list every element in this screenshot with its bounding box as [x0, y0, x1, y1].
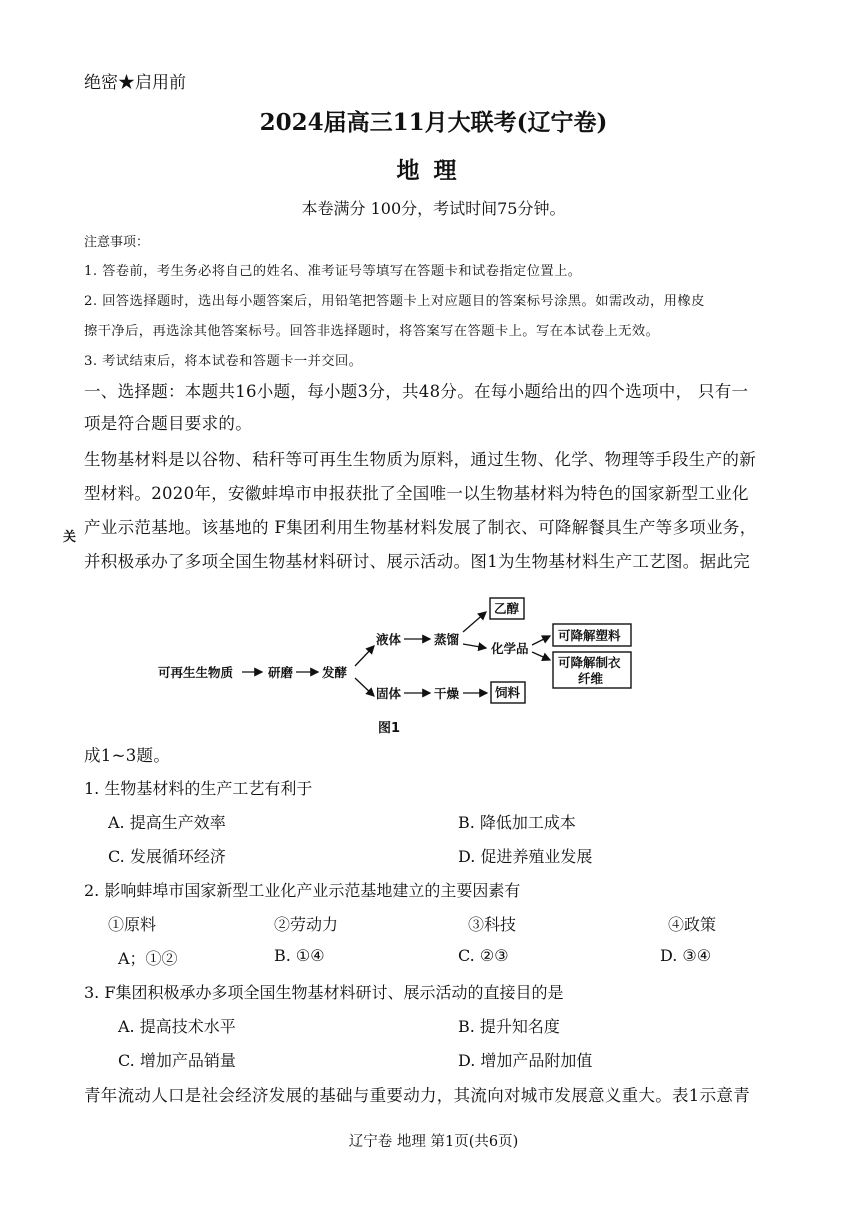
question-1-option-d: D. 促进养殖业发展 [458, 847, 593, 866]
arrow-chemical-plastic [532, 636, 550, 645]
secret-label: 绝密★启用前 [84, 73, 186, 93]
node-ethanol: 乙醇 [494, 601, 520, 616]
page-footer: 辽宁卷 地理 第1页(共6页) [348, 1134, 519, 1150]
subject-title: 地理 [396, 157, 471, 184]
arrow-ferment-solid [355, 678, 374, 696]
note-item: 3. 考试结束后，将本试卷和答题卡一并交回。 [84, 354, 363, 369]
note-item: 擦干净后，再选涂其他答案标号。回答非选择题时，将答案写在答题卡上。写在本试卷上无效。 [84, 324, 660, 339]
question-1-option-c: C. 发展循环经济 [108, 847, 226, 866]
arrow-chemical-fiber [532, 652, 550, 660]
binding-mark: 关 [63, 530, 77, 545]
question-1-option-a: A. 提高生产效率 [108, 813, 226, 832]
node-dry: 干燥 [434, 686, 460, 701]
question-2-option-b: B. ①④ [274, 946, 325, 965]
node-solid: 固体 [376, 686, 402, 701]
question-2-factor-1: ①原料 [108, 915, 157, 934]
passage-2-line: 青年流动人口是社会经济发展的基础与重要动力，其流向对城市发展意义重大。表1示意青 [84, 1086, 750, 1105]
node-grind: 研磨 [268, 665, 294, 680]
figure-caption: 图1 [378, 721, 401, 736]
node-ferment: 发酵 [322, 665, 348, 680]
process-flow-diagram [150, 590, 650, 740]
question-2-option-d: D. ③④ [660, 946, 712, 965]
node-raw: 可再生生物质 [158, 665, 234, 680]
note-item: 2. 回答选择题时，选出每小题答案后，用铅笔把答题卡上对应题目的答案标号涂黑。如需改动，用橡皮 [84, 294, 705, 309]
arrow-distill-ethanol [463, 612, 486, 632]
exam-info: 本卷满分 100分，考试时间75分钟。 [301, 199, 566, 218]
question-3-option-a: A. 提高技术水平 [118, 1017, 236, 1036]
exam-title: 2024届高三11月大联考(辽宁卷) [259, 109, 608, 136]
section-heading-cont: 项是符合题目要求的。 [84, 414, 252, 433]
passage-line: 产业示范基地。该基地的 F集团利用生物基材料发展了制衣、可降解餐具生产等多项业务， [84, 518, 757, 537]
node-distill: 蒸馏 [434, 632, 460, 647]
passage-line: 并积极承办了多项全国生物基材料研讨、展示活动。图1为生物基材料生产工艺图。据此完 [84, 552, 750, 571]
question-2-option-a: A；①② [118, 949, 178, 968]
question-1-stem: 1. 生物基材料的生产工艺有利于 [84, 779, 313, 798]
node-chemical: 化学品 [491, 641, 529, 656]
question-2-stem: 2. 影响蚌埠市国家新型工业化产业示范基地建立的主要因素有 [84, 881, 521, 900]
passage-line: 生物基材料是以谷物、秸秆等可再生生物质为原料，通过生物、化学、物理等手段生产的新 [84, 450, 756, 469]
node-liquid: 液体 [376, 632, 402, 647]
question-3-option-b: B. 提升知名度 [458, 1017, 560, 1036]
question-1-option-b: B. 降低加工成本 [458, 813, 576, 832]
question-3-option-d: D. 增加产品附加值 [458, 1051, 593, 1070]
question-3-option-c: C. 增加产品销量 [118, 1051, 236, 1070]
question-2-factor-2: ②劳动力 [274, 915, 339, 934]
question-2-factor-4: ④政策 [668, 915, 717, 934]
notes-heading: 注意事项： [84, 235, 150, 250]
node-plastic: 可降解塑料 [558, 628, 621, 643]
question-2-option-c: C. ②③ [458, 946, 509, 965]
question-3-stem: 3. F集团积极承办多项全国生物基材料研讨、展示活动的直接目的是 [84, 983, 564, 1002]
question-2-factor-3: ③科技 [468, 915, 517, 934]
note-item: 1. 答卷前，考生务必将自己的姓名、准考证号等填写在答题卡和试卷指定位置上。 [84, 264, 582, 279]
arrow-ferment-liquid [355, 646, 374, 666]
node-fiber-line1: 可降解制衣 [558, 655, 621, 670]
arrow-distill-chemical [463, 644, 486, 648]
section-heading: 一、选择题：本题共16小题，每小题3分，共48分。在每小题给出的四个选项中， 只有一 [84, 382, 749, 401]
node-feed: 饲料 [495, 685, 521, 700]
passage-line: 型材料。2020年，安徽蚌埠市申报获批了全国唯一以生物基材料为特色的国家新型工业化 [84, 484, 749, 503]
node-fiber-line2: 纤维 [578, 671, 604, 686]
passage-after-figure: 成1~3题。 [84, 746, 171, 765]
